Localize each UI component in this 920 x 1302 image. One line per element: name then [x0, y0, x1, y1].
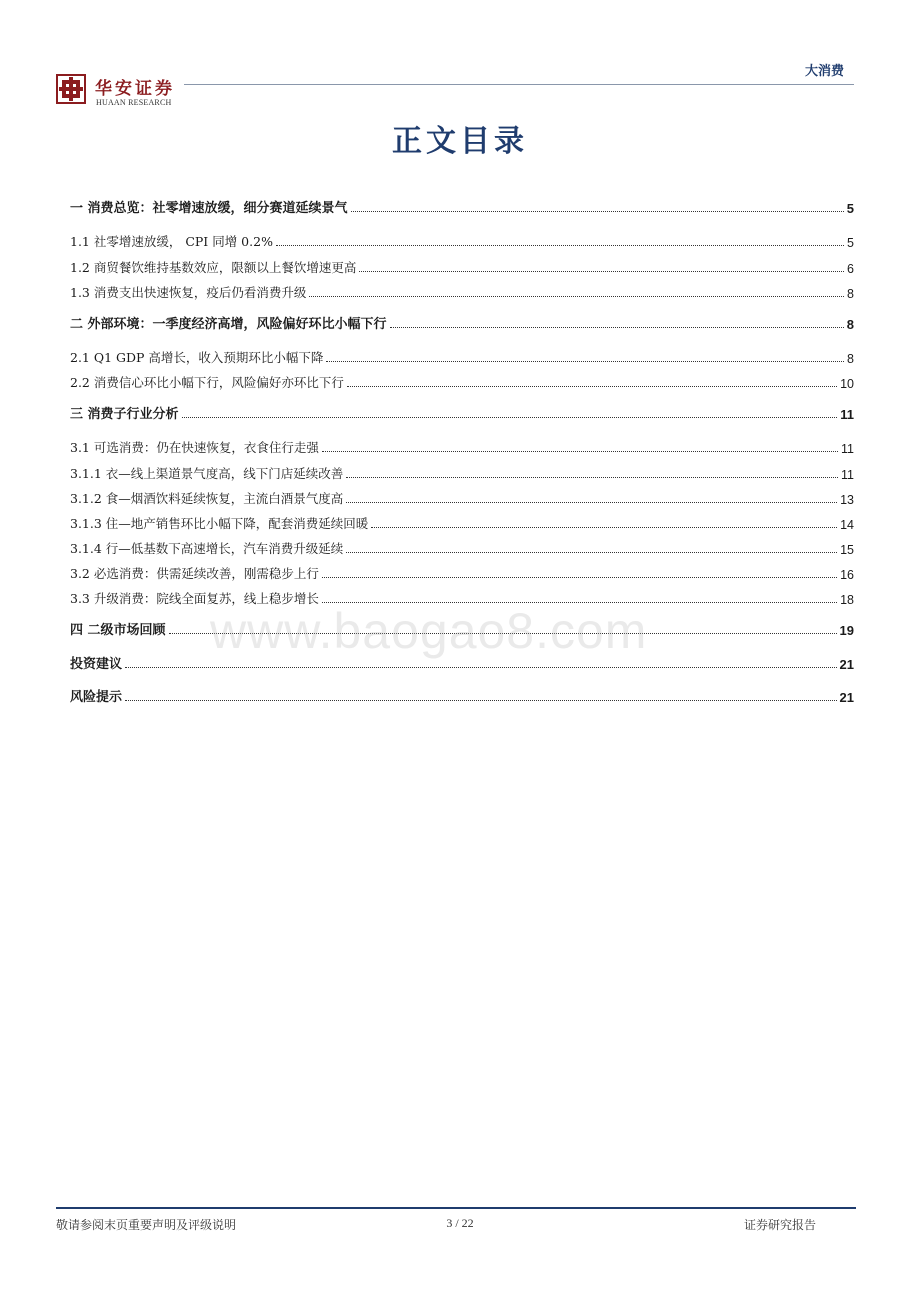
footer-page-number: 3 / 22 [446, 1216, 474, 1230]
toc-entry-page: 6 [847, 262, 854, 276]
footer-divider [56, 1207, 856, 1209]
toc-entry-title: 1.1 社零增速放缓， CPI 同增 0.2% [70, 234, 273, 249]
toc-entry-title: 3.1.1 衣—线上渠道景气度高，线下门店延续改善 [70, 466, 344, 481]
toc-dot-leader [359, 270, 844, 272]
toc-entry-title: 3.1 可选消费：仍在快速恢复，衣食住行走强 [70, 440, 319, 455]
toc-dot-leader [125, 699, 837, 701]
toc-entry-title: 3.1.2 食—烟酒饮料延续恢复，主流白酒景气度高 [70, 491, 344, 506]
toc-dot-leader [347, 385, 837, 387]
toc-entry-page: 15 [840, 543, 854, 557]
toc-entry-page: 10 [840, 377, 854, 391]
toc-entry[interactable] [70, 685, 854, 705]
toc-dot-leader [309, 295, 844, 297]
toc-entry-page: 8 [846, 317, 854, 332]
toc-entry-title: 2.2 消费信心环比小幅下行，风险偏好亦环比下行 [70, 375, 344, 390]
toc-dot-leader [322, 576, 837, 578]
toc-entry-page: 5 [847, 236, 854, 250]
toc-entry[interactable] [70, 346, 854, 366]
footer-report-type: 证券研究报告 [743, 1218, 816, 1232]
sector-tag: 大消费 [804, 64, 844, 79]
toc-entry-title: 3.2 必选消费：供需延续改善，刚需稳步上行 [70, 566, 319, 581]
toc-dot-leader [322, 450, 838, 452]
toc-entry[interactable] [70, 230, 854, 250]
toc-entry-page: 8 [847, 352, 854, 366]
toc-dot-leader [346, 501, 837, 503]
logo-english-name: HUAAN RESEARCH [96, 98, 172, 107]
toc-entry-title: 四 二级市场回顾 [70, 623, 166, 638]
toc-entry-page: 5 [846, 201, 854, 216]
toc-dot-leader [346, 476, 838, 478]
toc-dot-leader [351, 210, 844, 212]
toc-entry-title: 投资建议 [70, 657, 123, 672]
toc-entry-title: 1.2 商贸餐饮维持基数效应，限额以上餐饮增速更高 [70, 260, 357, 275]
toc-entry-page: 21 [839, 657, 854, 672]
toc-entry[interactable] [70, 537, 854, 557]
toc-entry-title: 一 消费总览：社零增速放缓，细分赛道延续景气 [70, 201, 348, 216]
toc-entry[interactable] [70, 312, 854, 332]
toc-entry-page: 16 [840, 568, 854, 582]
toc-entry-title: 1.3 消费支出快速恢复，疫后仍看消费升级 [70, 285, 307, 300]
toc-entry[interactable] [70, 256, 854, 276]
watermark: www.baogao8.com [210, 603, 648, 659]
toc-entry-page: 11 [841, 468, 854, 482]
toc-entry[interactable] [70, 402, 854, 422]
toc-entry-title: 三 消费子行业分析 [70, 407, 179, 422]
toc-dot-leader [125, 666, 837, 668]
toc-entry-page: 13 [840, 493, 854, 507]
toc-entry-title: 风险提示 [70, 690, 123, 705]
toc-entry[interactable] [70, 512, 854, 532]
toc-entry-page: 8 [847, 287, 854, 301]
header-divider [184, 84, 854, 85]
toc-entry-page: 11 [841, 442, 854, 456]
toc-entry[interactable] [70, 487, 854, 507]
footer-disclaimer: 敬请参阅末页重要声明及评级说明 [56, 1218, 237, 1232]
toc-entry-title: 3.1.4 行—低基数下高速增长，汽车消费升级延续 [70, 541, 344, 556]
toc-dot-leader [371, 526, 837, 528]
toc-dot-leader [182, 416, 838, 418]
toc-entry-page: 18 [840, 593, 854, 607]
toc-dot-leader [390, 326, 844, 328]
logo-chinese-name: 华安证券 [95, 79, 175, 99]
toc-entry[interactable] [70, 281, 854, 301]
toc-entry[interactable] [70, 436, 854, 456]
page-title: 正文目录 [392, 124, 528, 159]
toc-entry[interactable] [70, 196, 854, 216]
page-header [0, 0, 920, 110]
toc-dot-leader [326, 360, 844, 362]
toc-entry[interactable] [70, 462, 854, 482]
toc-entry[interactable] [70, 562, 854, 582]
toc-entry[interactable] [70, 371, 854, 391]
huaan-seal-logo-icon [56, 74, 86, 104]
toc-dot-leader [346, 551, 837, 553]
toc-dot-leader [276, 244, 844, 246]
toc-entry-page: 14 [840, 518, 854, 532]
toc-entry-page: 19 [839, 623, 854, 638]
toc-entry-title: 二 外部环境：一季度经济高增，风险偏好环比小幅下行 [70, 317, 387, 332]
toc-entry-title: 3.3 升级消费：院线全面复苏，线上稳步增长 [70, 591, 319, 606]
toc-entry-page: 11 [840, 407, 854, 422]
toc-entry-page: 21 [839, 690, 854, 705]
toc-entry-title: 3.1.3 住—地产销售环比小幅下降，配套消费延续回暖 [70, 516, 369, 531]
toc-entry-title: 2.1 Q1 GDP 高增长，收入预期环比小幅下降 [70, 350, 324, 365]
